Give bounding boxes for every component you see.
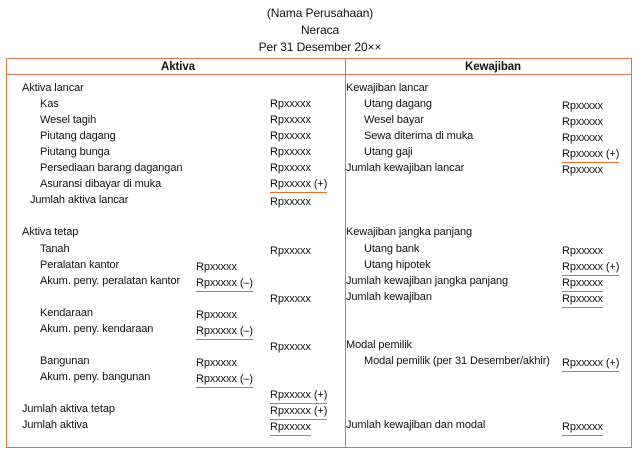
company-name: (Nama Perusahaan) bbox=[266, 6, 374, 20]
kewajiban-panjang-total-value: Rpxxxxx bbox=[562, 277, 603, 292]
kewajiban-panjang-item-value: Rpxxxxx (+) bbox=[562, 261, 619, 276]
aktiva-lancar-item-label: Wesel tagih bbox=[40, 114, 97, 126]
header-divider bbox=[7, 74, 631, 75]
kewajiban-panjang-item-label: Utang hipotek bbox=[364, 259, 431, 271]
modal-item-value: Rpxxxxx (+) bbox=[562, 357, 619, 372]
kewajiban-lancar-total-label: Jumlah kewajiban lancar bbox=[346, 162, 465, 174]
kendaraan-value: Rpxxxxx bbox=[196, 309, 237, 321]
kewajiban-lancar-total-value: Rpxxxxx bbox=[562, 164, 603, 176]
net-bangunan-value: Rpxxxxx (+) bbox=[270, 389, 327, 404]
aktiva-lancar-total-label: Jumlah aktiva lancar bbox=[30, 194, 129, 206]
akum-peralatan-value: Rpxxxxx (–) bbox=[196, 277, 253, 292]
bangunan-value: Rpxxxxx bbox=[196, 357, 237, 369]
grand-total-label: Jumlah kewajiban dan modal bbox=[346, 419, 486, 431]
akum-bangunan-value: Rpxxxxx (–) bbox=[196, 373, 253, 388]
peralatan-label: Peralatan kantor bbox=[40, 259, 120, 271]
kewajiban-lancar-item-label: Wesel bayar bbox=[364, 114, 424, 126]
aktiva-heading: Aktiva bbox=[161, 61, 195, 73]
aktiva-lancar-item-label: Persediaan barang dagangan bbox=[40, 162, 183, 174]
grand-total-value: Rpxxxxx bbox=[562, 421, 603, 436]
aktiva-tetap-title: Aktiva tetap bbox=[22, 226, 79, 238]
bangunan-label: Bangunan bbox=[40, 355, 90, 367]
peralatan-value: Rpxxxxx bbox=[196, 261, 237, 273]
aktiva-lancar-title: Aktiva lancar bbox=[22, 82, 84, 94]
kewajiban-lancar-title: Kewajiban lancar bbox=[346, 82, 429, 94]
aktiva-lancar-item-value: Rpxxxxx bbox=[270, 98, 311, 110]
aktiva-lancar-item-value: Rpxxxxx bbox=[270, 146, 311, 158]
aktiva-tetap-total-value: Rpxxxxx (+) bbox=[270, 405, 327, 420]
aktiva-total-value: Rpxxxxx bbox=[270, 421, 311, 436]
report-title: Neraca bbox=[300, 23, 340, 37]
modal-item-label: Modal pemilik (per 31 Desember/akhir) bbox=[364, 355, 550, 367]
aktiva-total-label: Jumlah aktiva bbox=[22, 419, 88, 431]
report-date: Per 31 Desember 20×× bbox=[258, 40, 382, 54]
net-kendaraan-value: Rpxxxxx bbox=[270, 341, 311, 353]
column-divider bbox=[345, 59, 346, 447]
aktiva-lancar-item-value: Rpxxxxx (+) bbox=[270, 178, 327, 193]
akum-kendaraan-label: Akum. peny. kendaraan bbox=[40, 323, 154, 335]
kewajiban-lancar-item-value: Rpxxxxx bbox=[562, 100, 603, 112]
aktiva-lancar-total-value: Rpxxxxx bbox=[270, 196, 311, 208]
kewajiban-panjang-title: Kewajiban jangka panjang bbox=[346, 226, 473, 238]
aktiva-lancar-item-label: Piutang dagang bbox=[40, 130, 116, 142]
tanah-value: Rpxxxxx bbox=[270, 245, 311, 257]
modal-title: Modal pemilik bbox=[346, 339, 412, 351]
kewajiban-heading: Kewajiban bbox=[465, 61, 521, 73]
aktiva-lancar-item-label: Piutang bunga bbox=[40, 146, 110, 158]
kewajiban-lancar-item-value: Rpxxxxx bbox=[562, 132, 603, 144]
kewajiban-panjang-item-label: Utang bank bbox=[364, 243, 420, 255]
aktiva-lancar-item-value: Rpxxxxx bbox=[270, 162, 311, 174]
kewajiban-lancar-item-label: Utang gaji bbox=[364, 146, 413, 158]
kewajiban-lancar-item-value: Rpxxxxx (+) bbox=[562, 148, 619, 163]
kewajiban-panjang-item-value: Rpxxxxx bbox=[562, 245, 603, 257]
aktiva-lancar-item-value: Rpxxxxx bbox=[270, 114, 311, 126]
aktiva-lancar-item-label: Asuransi dibayar di muka bbox=[40, 178, 162, 190]
net-peralatan-value: Rpxxxxx bbox=[270, 293, 311, 305]
aktiva-lancar-item-label: Kas bbox=[40, 98, 59, 110]
kewajiban-panjang-total-label: Jumlah kewajiban jangka panjang bbox=[346, 275, 509, 287]
tanah-label: Tanah bbox=[40, 243, 70, 255]
kewajiban-total-label: Jumlah kewajiban bbox=[346, 291, 432, 303]
aktiva-lancar-item-value: Rpxxxxx bbox=[270, 130, 311, 142]
akum-peralatan-label: Akum. peny. peralatan kantor bbox=[40, 275, 181, 287]
akum-bangunan-label: Akum. peny. bangunan bbox=[40, 371, 151, 383]
kewajiban-lancar-item-label: Sewa diterima di muka bbox=[364, 130, 474, 142]
kewajiban-lancar-item-label: Utang dagang bbox=[364, 98, 432, 110]
kewajiban-total-value: Rpxxxxx bbox=[562, 293, 603, 308]
akum-kendaraan-value: Rpxxxxx (–) bbox=[196, 325, 253, 340]
kendaraan-label: Kendaraan bbox=[40, 307, 93, 319]
kewajiban-lancar-item-value: Rpxxxxx bbox=[562, 116, 603, 128]
aktiva-tetap-total-label: Jumlah aktiva tetap bbox=[22, 403, 115, 415]
